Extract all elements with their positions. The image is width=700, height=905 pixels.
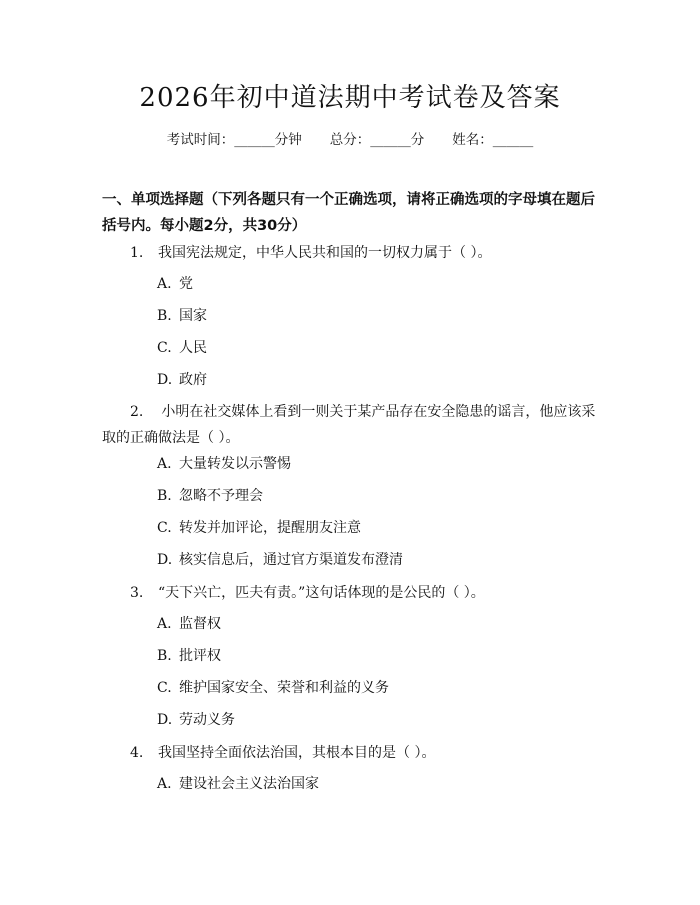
option-letter: D. — [157, 552, 173, 568]
question-text: 我国坚持全面依法治国，其根本目的是（ ）。 — [158, 745, 436, 761]
exam-time-field: 考试时间：______分钟 — [166, 132, 302, 148]
question-2-option-b — [157, 485, 263, 507]
question-1-option-a — [157, 273, 193, 295]
option-letter: A. — [157, 276, 172, 292]
option-text: 批评权 — [179, 648, 221, 664]
question-2 — [102, 399, 602, 451]
question-3-option-d — [157, 709, 235, 731]
option-letter: B. — [157, 648, 172, 664]
question-text: “天下兴亡，匹夫有责。”这句话体现的是公民的（ ）。 — [158, 585, 485, 601]
option-letter: A. — [157, 616, 172, 632]
exam-meta-line — [0, 130, 700, 150]
question-1-option-b — [157, 305, 207, 327]
question-2-option-a — [157, 453, 291, 475]
option-text: 建设社会主义法治国家 — [179, 776, 319, 792]
option-letter: C. — [157, 520, 172, 536]
question-3-option-c — [157, 677, 389, 699]
question-4 — [130, 740, 600, 766]
question-number: 1. — [130, 245, 144, 261]
student-name-field: 姓名：______ — [452, 132, 534, 148]
option-text: 党 — [179, 276, 193, 292]
question-1-option-d — [157, 369, 207, 391]
option-letter: C. — [157, 680, 172, 696]
option-letter: B. — [157, 308, 172, 324]
option-letter: D. — [157, 372, 173, 388]
option-text: 监督权 — [179, 616, 221, 632]
question-1 — [130, 240, 600, 266]
option-letter: C. — [157, 340, 172, 356]
question-2-option-d — [157, 549, 403, 571]
option-letter: D. — [157, 712, 173, 728]
question-3 — [130, 580, 600, 606]
question-number: 4. — [130, 745, 144, 761]
question-1-option-c — [157, 337, 207, 359]
question-3-option-a — [157, 613, 221, 635]
option-text: 大量转发以示警惕 — [179, 456, 291, 472]
question-text: 我国宪法规定，中华人民共和国的一切权力属于（ ）。 — [158, 245, 492, 261]
question-2-option-c — [157, 517, 361, 539]
option-letter: A. — [157, 776, 172, 792]
question-4-option-a — [157, 773, 319, 795]
option-text: 人民 — [179, 340, 207, 356]
option-text: 转发并加评论，提醒朋友注意 — [179, 520, 361, 536]
option-text: 忽略不予理会 — [179, 488, 263, 504]
section-heading: 一、单项选择题（下列各题只有一个正确选项，请将正确选项的字母填在题后括号内。每小题2分，共30分） — [102, 192, 595, 234]
question-text: 小明在社交媒体上看到一则关于某产品存在安全隐患的谣言，他应该采取的正确做法是（ ）。 — [102, 404, 596, 446]
option-text: 维护国家安全、荣誉和利益的义务 — [179, 680, 389, 696]
option-text: 核实信息后，通过官方渠道发布澄清 — [179, 552, 403, 568]
question-3-option-b — [157, 645, 221, 667]
option-letter: B. — [157, 488, 172, 504]
question-number: 2. — [130, 404, 144, 420]
option-text: 劳动义务 — [179, 712, 235, 728]
option-text: 政府 — [179, 372, 207, 388]
question-number: 3. — [130, 585, 144, 601]
total-score-field: 总分：______分 — [329, 132, 425, 148]
option-letter: A. — [157, 456, 172, 472]
option-text: 国家 — [179, 308, 207, 324]
page-title: 2026年初中道法期中考试卷及答案 — [139, 83, 561, 113]
